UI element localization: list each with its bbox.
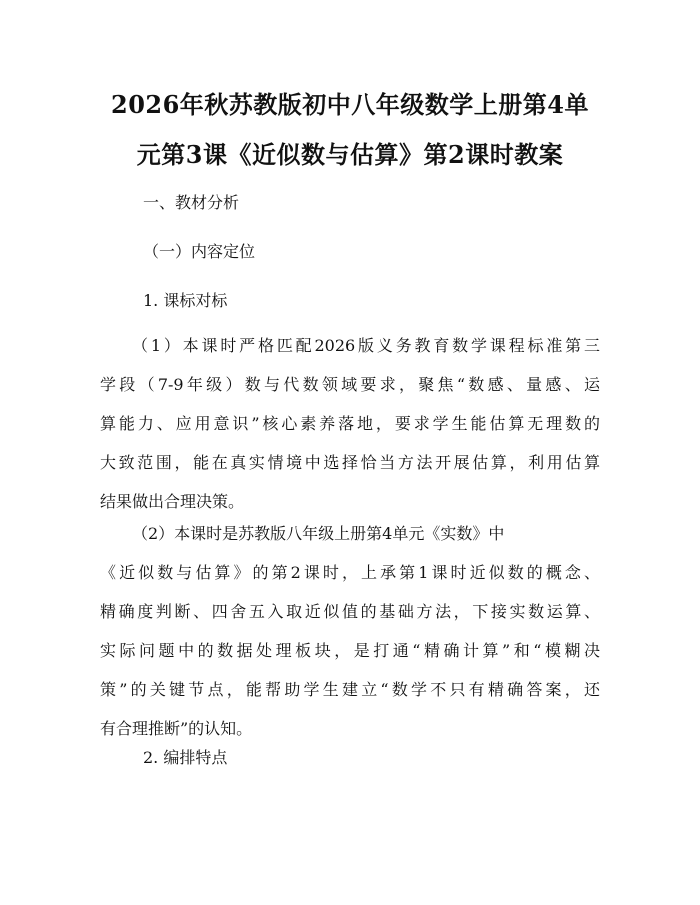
title-line-1: 2026年秋苏教版初中八年级数学上册第4单 — [111, 90, 589, 119]
paragraph-lesson-position — [100, 514, 600, 748]
item-heading: 2. 编排特点 — [143, 748, 228, 767]
paragraph-line: （2）本课时是苏教版八年级上册第4单元《实数》中 — [132, 524, 505, 543]
paragraph-line: 《近似数与估算》的第2课时，上承第1课时近似数的概念、 — [100, 563, 600, 582]
paragraph-line: 策”的关键节点，能帮助学生建立“数学不只有精确答案，还 — [100, 680, 600, 699]
paragraph-line: 大致范围，能在真实情境中选择恰当方法开展估算，利用估算 — [100, 453, 600, 472]
paragraph-line: 实际问题中的数据处理板块，是打通“精确计算”和“模糊决 — [100, 641, 600, 660]
item-heading: 1. 课标对标 — [143, 291, 228, 310]
subsection-heading: （一）内容定位 — [143, 242, 256, 261]
paragraph-line: 精确度判断、四舍五入取近似值的基础方法，下接实数运算、 — [100, 602, 600, 621]
paragraph-curriculum-standard — [100, 326, 600, 521]
document-title — [100, 80, 600, 180]
title-line-2: 元第3课《近似数与估算》第2课时教案 — [136, 140, 564, 169]
paragraph-line: （1）本课时严格匹配2026版义务教育数学课程标准第三 — [132, 336, 600, 355]
paragraph-line: 算能力、应用意识”核心素养落地，要求学生能估算无理数的 — [100, 414, 600, 433]
paragraph-line: 结果做出合理决策。 — [100, 492, 245, 511]
section-heading: 一、教材分析 — [143, 193, 240, 212]
paragraph-line: 学段（7-9年级）数与代数领域要求，聚焦“数感、量感、运 — [100, 375, 600, 394]
paragraph-line: 有合理推断”的认知。 — [100, 719, 253, 738]
